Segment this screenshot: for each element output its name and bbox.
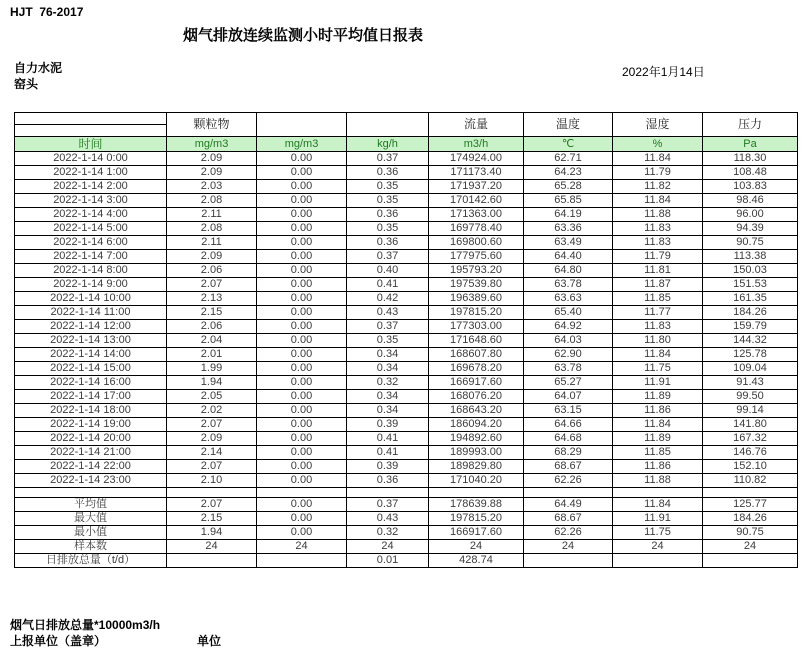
data-row-label-cell: 2022-1-14 15:00	[15, 362, 167, 376]
data-row-value-cell: 0.39	[347, 418, 429, 432]
data-row-label-cell: 2022-1-14 10:00	[15, 292, 167, 306]
data-row	[15, 334, 798, 348]
summary-row-value-cell: 1.94	[167, 526, 257, 540]
data-row-value-cell: 0.34	[347, 390, 429, 404]
data-row-value-cell: 0.00	[257, 152, 347, 166]
data-row-value-cell: 152.10	[703, 460, 798, 474]
summary-row-value-cell: 0.01	[347, 554, 429, 568]
data-row-value-cell: 0.00	[257, 376, 347, 390]
data-row-value-cell: 11.84	[613, 348, 703, 362]
data-row-value-cell: 0.35	[347, 222, 429, 236]
unit-header-row	[15, 137, 798, 152]
summary-row	[15, 554, 798, 568]
data-row-value-cell: 0.00	[257, 222, 347, 236]
spacer-row-value-cell	[613, 488, 703, 498]
data-row-value-cell: 64.03	[524, 334, 613, 348]
data-row-value-cell: 11.82	[613, 180, 703, 194]
data-row-value-cell: 141.80	[703, 418, 798, 432]
data-row-value-cell: 11.91	[613, 376, 703, 390]
data-row-value-cell: 65.40	[524, 306, 613, 320]
data-row-value-cell: 168643.20	[429, 404, 524, 418]
data-row-value-cell: 0.00	[257, 264, 347, 278]
summary-row-value-cell: 0.43	[347, 512, 429, 526]
data-row	[15, 152, 798, 166]
data-row-label-cell: 2022-1-14 5:00	[15, 222, 167, 236]
data-row-value-cell: 168607.80	[429, 348, 524, 362]
summary-row	[15, 498, 798, 512]
data-row-value-cell: 197539.80	[429, 278, 524, 292]
summary-row-value-cell: 24	[613, 540, 703, 554]
data-row-value-cell: 0.00	[257, 418, 347, 432]
data-row	[15, 432, 798, 446]
unit-m3-h: m3/h	[429, 137, 524, 152]
data-row-value-cell: 177975.60	[429, 250, 524, 264]
data-row-value-cell: 98.46	[703, 194, 798, 208]
data-row-value-cell: 151.53	[703, 278, 798, 292]
data-row-value-cell: 2.10	[167, 474, 257, 488]
data-row-value-cell: 2.06	[167, 320, 257, 334]
data-row-value-cell: 2.06	[167, 264, 257, 278]
unit-kg-h: kg/h	[347, 137, 429, 152]
data-row-label-cell: 2022-1-14 17:00	[15, 390, 167, 404]
spacer-row	[15, 488, 798, 498]
data-row-value-cell: 171937.20	[429, 180, 524, 194]
data-row-label-cell: 2022-1-14 23:00	[15, 474, 167, 488]
data-row-value-cell: 0.42	[347, 292, 429, 306]
company-name: 自力水泥	[14, 61, 63, 75]
data-row-value-cell: 63.78	[524, 278, 613, 292]
data-row-value-cell: 0.34	[347, 404, 429, 418]
summary-row-value-cell: 24	[167, 540, 257, 554]
summary-row-value-cell: 64.49	[524, 498, 613, 512]
data-row	[15, 348, 798, 362]
data-row-value-cell: 184.26	[703, 306, 798, 320]
summary-row-value-cell: 68.67	[524, 512, 613, 526]
data-row	[15, 180, 798, 194]
data-row-value-cell: 0.36	[347, 474, 429, 488]
data-row-value-cell: 0.00	[257, 334, 347, 348]
data-row-value-cell: 11.85	[613, 292, 703, 306]
data-row-label-cell: 2022-1-14 16:00	[15, 376, 167, 390]
data-row-value-cell: 0.00	[257, 236, 347, 250]
data-row	[15, 418, 798, 432]
data-row-value-cell: 189993.00	[429, 446, 524, 460]
data-row	[15, 222, 798, 236]
data-row-value-cell: 166917.60	[429, 376, 524, 390]
data-row-value-cell: 0.35	[347, 194, 429, 208]
summary-row-value-cell: 90.75	[703, 526, 798, 540]
data-row-value-cell: 65.27	[524, 376, 613, 390]
unit-particulate: mg/m3	[167, 137, 257, 152]
data-row-value-cell: 161.35	[703, 292, 798, 306]
time-col-top-cell	[15, 113, 167, 125]
data-row	[15, 236, 798, 250]
data-row-value-cell: 196389.60	[429, 292, 524, 306]
data-row	[15, 376, 798, 390]
data-row-label-cell: 2022-1-14 9:00	[15, 278, 167, 292]
data-row-value-cell: 0.36	[347, 208, 429, 222]
data-row-value-cell: 177303.00	[429, 320, 524, 334]
data-row-value-cell: 99.50	[703, 390, 798, 404]
data-row-value-cell: 65.28	[524, 180, 613, 194]
data-row-value-cell: 169678.20	[429, 362, 524, 376]
data-row-value-cell: 64.68	[524, 432, 613, 446]
unit-label: 单位	[197, 634, 222, 648]
summary-row-label-cell: 日排放总量（t/d）	[15, 554, 167, 568]
summary-row-value-cell: 0.00	[257, 512, 347, 526]
summary-row-value-cell: 24	[257, 540, 347, 554]
summary-row-value-cell	[167, 554, 257, 568]
data-row-value-cell: 0.37	[347, 152, 429, 166]
data-row-value-cell: 65.85	[524, 194, 613, 208]
data-row-value-cell: 103.83	[703, 180, 798, 194]
report-table	[14, 112, 798, 568]
data-row-value-cell: 0.00	[257, 292, 347, 306]
data-row-value-cell: 11.87	[613, 278, 703, 292]
data-row	[15, 460, 798, 474]
data-row-value-cell: 2.01	[167, 348, 257, 362]
data-row-value-cell: 0.36	[347, 166, 429, 180]
data-row-label-cell: 2022-1-14 20:00	[15, 432, 167, 446]
data-row-value-cell: 96.00	[703, 208, 798, 222]
data-row-value-cell: 1.94	[167, 376, 257, 390]
summary-row-value-cell	[613, 554, 703, 568]
data-row-value-cell: 64.66	[524, 418, 613, 432]
data-row-value-cell: 0.00	[257, 460, 347, 474]
data-row-value-cell: 11.84	[613, 418, 703, 432]
data-row-value-cell: 0.00	[257, 348, 347, 362]
data-row-value-cell: 125.78	[703, 348, 798, 362]
data-row-value-cell: 11.88	[613, 208, 703, 222]
summary-row-value-cell: 62.26	[524, 526, 613, 540]
col-header-blank-2	[347, 113, 429, 137]
data-row-label-cell: 2022-1-14 2:00	[15, 180, 167, 194]
data-row-value-cell: 11.77	[613, 306, 703, 320]
unit-pa: Pa	[703, 137, 798, 152]
data-row-value-cell: 2.09	[167, 166, 257, 180]
data-row-value-cell: 90.75	[703, 236, 798, 250]
data-row-value-cell: 171173.40	[429, 166, 524, 180]
data-row-value-cell: 11.89	[613, 432, 703, 446]
data-row-value-cell: 63.49	[524, 236, 613, 250]
data-row-value-cell: 64.80	[524, 264, 613, 278]
data-row-label-cell: 2022-1-14 18:00	[15, 404, 167, 418]
data-row-value-cell: 11.85	[613, 446, 703, 460]
col-header-temperature: 温度	[524, 113, 613, 137]
data-row-value-cell: 197815.20	[429, 306, 524, 320]
data-row-value-cell: 2.07	[167, 278, 257, 292]
summary-row-value-cell: 0.37	[347, 498, 429, 512]
summary-row-label-cell: 平均值	[15, 498, 167, 512]
data-row-value-cell: 0.34	[347, 362, 429, 376]
data-row-value-cell: 118.30	[703, 152, 798, 166]
data-row-value-cell: 0.00	[257, 390, 347, 404]
data-row-value-cell: 0.35	[347, 334, 429, 348]
data-row-value-cell: 0.39	[347, 460, 429, 474]
reporting-org-label: 上报单位（盖章）	[10, 634, 107, 648]
data-row-value-cell: 0.00	[257, 194, 347, 208]
summary-row-value-cell: 24	[703, 540, 798, 554]
group-header-row	[15, 113, 798, 125]
unit-celsius: ℃	[524, 137, 613, 152]
data-row-value-cell: 0.00	[257, 208, 347, 222]
summary-row-value-cell: 166917.60	[429, 526, 524, 540]
monitoring-point-name: 窑头	[14, 77, 39, 91]
summary-row-value-cell: 197815.20	[429, 512, 524, 526]
data-row-value-cell: 0.37	[347, 320, 429, 334]
data-row-value-cell: 0.35	[347, 180, 429, 194]
data-row	[15, 390, 798, 404]
summary-row-value-cell: 0.00	[257, 498, 347, 512]
data-row-value-cell: 64.40	[524, 250, 613, 264]
data-row-value-cell: 169800.60	[429, 236, 524, 250]
data-row-value-cell: 63.15	[524, 404, 613, 418]
data-row-value-cell: 110.82	[703, 474, 798, 488]
report-date: 2022年1月14日	[622, 65, 705, 79]
spacer-row-value-cell	[257, 488, 347, 498]
data-row-value-cell: 99.14	[703, 404, 798, 418]
data-row-value-cell: 2.09	[167, 250, 257, 264]
data-row-value-cell: 0.41	[347, 432, 429, 446]
data-row-value-cell: 2.13	[167, 292, 257, 306]
data-row-label-cell: 2022-1-14 4:00	[15, 208, 167, 222]
data-row-value-cell: 0.00	[257, 446, 347, 460]
data-row-value-cell: 189829.80	[429, 460, 524, 474]
summary-row-value-cell: 11.91	[613, 512, 703, 526]
data-row-label-cell: 2022-1-14 19:00	[15, 418, 167, 432]
data-row-value-cell: 167.32	[703, 432, 798, 446]
data-row	[15, 264, 798, 278]
data-row-value-cell: 64.07	[524, 390, 613, 404]
data-row-label-cell: 2022-1-14 7:00	[15, 250, 167, 264]
data-row-value-cell: 62.71	[524, 152, 613, 166]
data-row-value-cell: 171648.60	[429, 334, 524, 348]
data-row-value-cell: 1.99	[167, 362, 257, 376]
data-row-value-cell: 64.92	[524, 320, 613, 334]
data-row-value-cell: 0.41	[347, 278, 429, 292]
standard-code: HJT 76-2017	[10, 5, 84, 19]
summary-row-value-cell: 2.15	[167, 512, 257, 526]
data-row-value-cell: 11.83	[613, 236, 703, 250]
data-row-value-cell: 0.32	[347, 376, 429, 390]
data-row-value-cell: 11.84	[613, 152, 703, 166]
spacer-row-value-cell	[167, 488, 257, 498]
data-row-value-cell: 194892.60	[429, 432, 524, 446]
data-row-label-cell: 2022-1-14 22:00	[15, 460, 167, 474]
data-row-value-cell: 2.07	[167, 460, 257, 474]
data-row-value-cell: 11.81	[613, 264, 703, 278]
data-row-value-cell: 11.83	[613, 320, 703, 334]
data-row-value-cell: 11.89	[613, 390, 703, 404]
data-row-value-cell: 2.11	[167, 236, 257, 250]
data-row-value-cell: 2.14	[167, 446, 257, 460]
data-row-value-cell: 63.36	[524, 222, 613, 236]
data-row-label-cell: 2022-1-14 3:00	[15, 194, 167, 208]
flue-gas-total-note: 烟气日排放总量*10000m3/h	[10, 618, 161, 632]
data-row-value-cell: 168076.20	[429, 390, 524, 404]
data-row-value-cell: 2.09	[167, 152, 257, 166]
data-row	[15, 208, 798, 222]
data-row-value-cell: 11.86	[613, 460, 703, 474]
data-row-value-cell: 150.03	[703, 264, 798, 278]
col-header-flow: 流量	[429, 113, 524, 137]
unit-percent: %	[613, 137, 703, 152]
data-row-value-cell: 91.43	[703, 376, 798, 390]
data-row	[15, 250, 798, 264]
data-row-value-cell: 0.36	[347, 236, 429, 250]
data-row-value-cell: 68.67	[524, 460, 613, 474]
summary-row-label-cell: 最大值	[15, 512, 167, 526]
data-row-value-cell: 11.86	[613, 404, 703, 418]
data-row-value-cell: 159.79	[703, 320, 798, 334]
summary-row-label-cell: 样本数	[15, 540, 167, 554]
data-row-label-cell: 2022-1-14 13:00	[15, 334, 167, 348]
data-row-value-cell: 2.09	[167, 432, 257, 446]
summary-row-value-cell: 24	[429, 540, 524, 554]
summary-row-value-cell: 0.32	[347, 526, 429, 540]
data-row-value-cell: 146.76	[703, 446, 798, 460]
summary-row-value-cell	[524, 554, 613, 568]
data-row-value-cell: 63.78	[524, 362, 613, 376]
data-row	[15, 306, 798, 320]
spacer-row-value-cell	[703, 488, 798, 498]
data-row-label-cell: 2022-1-14 11:00	[15, 306, 167, 320]
data-row-value-cell: 108.48	[703, 166, 798, 180]
data-row-value-cell: 171040.20	[429, 474, 524, 488]
data-row	[15, 320, 798, 334]
data-row-value-cell: 174924.00	[429, 152, 524, 166]
data-row-value-cell: 0.00	[257, 474, 347, 488]
summary-row-value-cell	[703, 554, 798, 568]
data-row-value-cell: 0.00	[257, 180, 347, 194]
summary-row-value-cell: 24	[524, 540, 613, 554]
spacer-row-label-cell	[15, 488, 167, 498]
data-row-label-cell: 2022-1-14 8:00	[15, 264, 167, 278]
data-row-value-cell: 11.79	[613, 250, 703, 264]
summary-row	[15, 526, 798, 540]
data-row-value-cell: 109.04	[703, 362, 798, 376]
data-row-value-cell: 0.41	[347, 446, 429, 460]
data-row-value-cell: 11.88	[613, 474, 703, 488]
summary-row-value-cell: 2.07	[167, 498, 257, 512]
data-row-value-cell: 11.75	[613, 362, 703, 376]
data-row-label-cell: 2022-1-14 21:00	[15, 446, 167, 460]
col-header-humidity: 湿度	[613, 113, 703, 137]
data-row-value-cell: 68.29	[524, 446, 613, 460]
data-row-value-cell: 144.32	[703, 334, 798, 348]
summary-row-value-cell: 24	[347, 540, 429, 554]
data-row-value-cell: 2.15	[167, 306, 257, 320]
data-row-value-cell: 2.04	[167, 334, 257, 348]
data-row-value-cell: 0.40	[347, 264, 429, 278]
data-row-value-cell: 113.38	[703, 250, 798, 264]
data-row-value-cell: 0.00	[257, 278, 347, 292]
data-row-value-cell: 11.83	[613, 222, 703, 236]
summary-row-label-cell: 最小值	[15, 526, 167, 540]
col-header-particulate: 颗粒物	[167, 113, 257, 137]
summary-row-value-cell: 184.26	[703, 512, 798, 526]
data-row-value-cell: 64.19	[524, 208, 613, 222]
data-row-label-cell: 2022-1-14 1:00	[15, 166, 167, 180]
data-row-value-cell: 63.63	[524, 292, 613, 306]
data-row	[15, 278, 798, 292]
data-row-value-cell: 2.07	[167, 418, 257, 432]
summary-row-value-cell: 125.77	[703, 498, 798, 512]
data-row-label-cell: 2022-1-14 0:00	[15, 152, 167, 166]
data-row-value-cell: 171363.00	[429, 208, 524, 222]
summary-row-value-cell: 11.75	[613, 526, 703, 540]
data-row-value-cell: 0.34	[347, 348, 429, 362]
data-row-value-cell: 169778.40	[429, 222, 524, 236]
data-row-value-cell: 0.00	[257, 306, 347, 320]
col-header-blank-1	[257, 113, 347, 137]
data-row-value-cell: 2.08	[167, 222, 257, 236]
data-row-label-cell: 2022-1-14 14:00	[15, 348, 167, 362]
data-row-value-cell: 170142.60	[429, 194, 524, 208]
data-row-label-cell: 2022-1-14 6:00	[15, 236, 167, 250]
summary-row	[15, 540, 798, 554]
data-row-value-cell: 0.00	[257, 432, 347, 446]
data-row-value-cell: 0.00	[257, 320, 347, 334]
data-row-value-cell: 2.11	[167, 208, 257, 222]
data-row-value-cell: 0.37	[347, 250, 429, 264]
data-row-value-cell: 94.39	[703, 222, 798, 236]
data-row-value-cell: 2.03	[167, 180, 257, 194]
data-row-value-cell: 0.00	[257, 362, 347, 376]
time-column-header: 时间	[15, 137, 167, 152]
data-row-value-cell: 11.80	[613, 334, 703, 348]
col-header-pressure: 压力	[703, 113, 798, 137]
unit-mg-m3: mg/m3	[257, 137, 347, 152]
data-row-value-cell: 2.02	[167, 404, 257, 418]
data-row	[15, 474, 798, 488]
data-row	[15, 292, 798, 306]
data-row	[15, 194, 798, 208]
data-row	[15, 446, 798, 460]
data-row-value-cell: 0.00	[257, 404, 347, 418]
data-row	[15, 362, 798, 376]
data-row-value-cell: 0.00	[257, 250, 347, 264]
data-row-label-cell: 2022-1-14 12:00	[15, 320, 167, 334]
spacer-row-value-cell	[524, 488, 613, 498]
summary-row-value-cell: 178639.88	[429, 498, 524, 512]
data-row-value-cell: 186094.20	[429, 418, 524, 432]
data-row	[15, 166, 798, 180]
data-row-value-cell: 2.08	[167, 194, 257, 208]
time-col-bottom-cell	[15, 125, 167, 137]
summary-row-value-cell	[257, 554, 347, 568]
summary-row	[15, 512, 798, 526]
data-row-value-cell: 2.05	[167, 390, 257, 404]
page-title: 烟气排放连续监测小时平均值日报表	[182, 27, 423, 44]
data-row-value-cell: 11.84	[613, 194, 703, 208]
data-row-value-cell: 0.00	[257, 166, 347, 180]
summary-row-value-cell: 428.74	[429, 554, 524, 568]
data-row-value-cell: 64.23	[524, 166, 613, 180]
data-row-value-cell: 0.43	[347, 306, 429, 320]
spacer-row-value-cell	[347, 488, 429, 498]
data-row-value-cell: 62.26	[524, 474, 613, 488]
data-row-value-cell: 195793.20	[429, 264, 524, 278]
data-row-value-cell: 11.79	[613, 166, 703, 180]
summary-row-value-cell: 0.00	[257, 526, 347, 540]
data-row-value-cell: 62.90	[524, 348, 613, 362]
spacer-row-value-cell	[429, 488, 524, 498]
summary-row-value-cell: 11.84	[613, 498, 703, 512]
data-row	[15, 404, 798, 418]
